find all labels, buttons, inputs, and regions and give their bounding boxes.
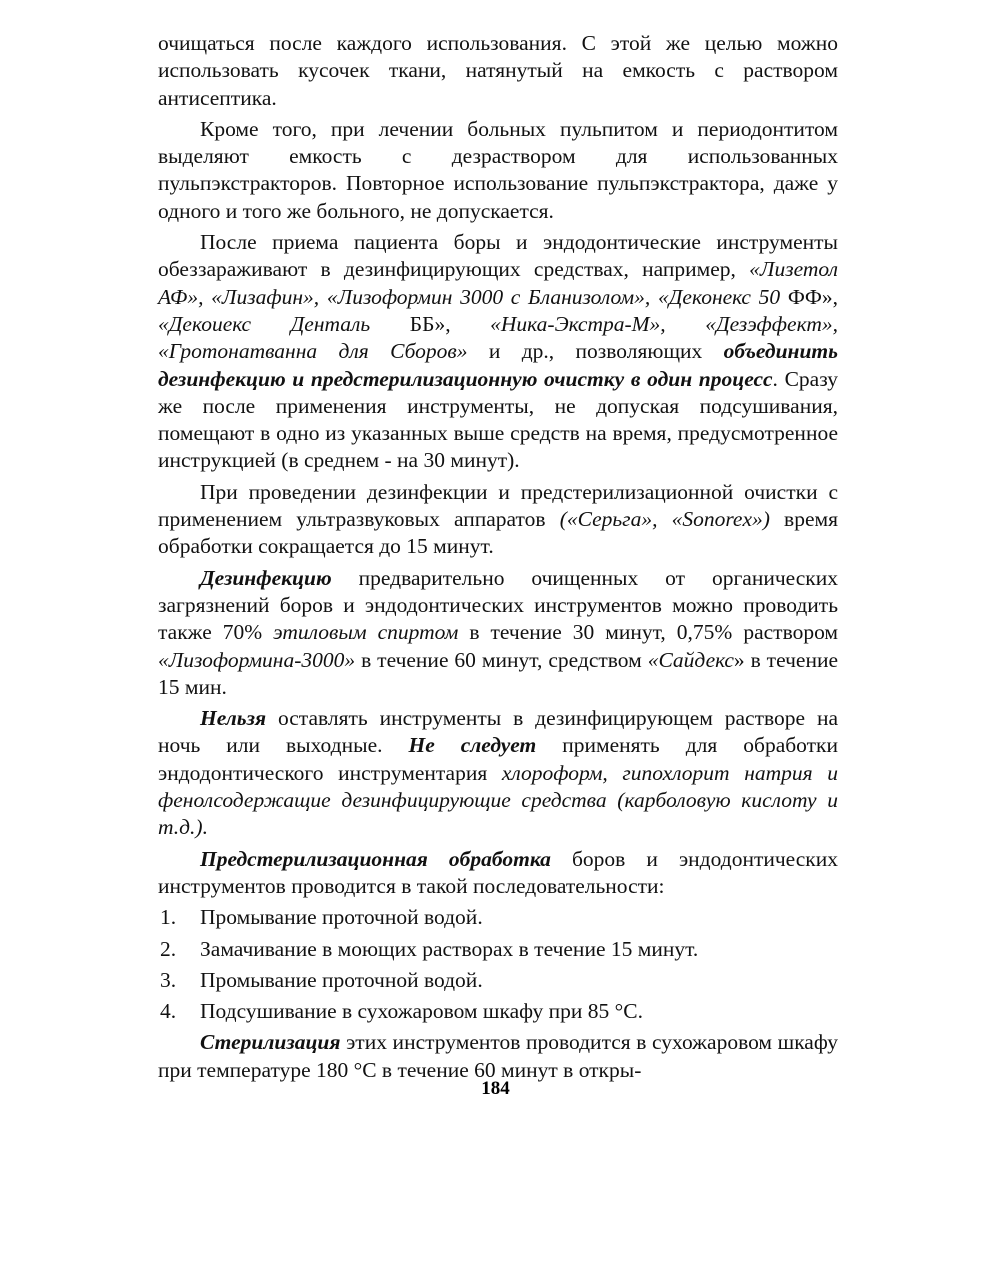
list-item-text: Промывание проточной водой. (200, 967, 483, 992)
emphasis-italic: «Сайдекс (647, 647, 734, 672)
emphasis-bold-italic: объединить дезинфекцию и предстерилизационную очистку в один процесс (158, 339, 838, 391)
emphasis-bold-italic: Стерилизация (200, 1030, 341, 1055)
text-run: применять для обработки эндодонтического инструментария (158, 733, 838, 785)
paragraph (158, 479, 838, 561)
list-item-number: 3. (160, 967, 177, 992)
text-run: время обработки сокращается до 15 минут. (158, 507, 838, 559)
emphasis-italic: этиловым спиртом (273, 620, 459, 645)
emphasis-bold-italic: Не следует (408, 733, 537, 758)
text-run: и др., позволяющих (467, 339, 724, 364)
text-run: этих инструментов проводится в сухожаровом шкафу при температуре 180 °С в течение 60 минут в откры- (158, 1030, 838, 1082)
paragraph (158, 30, 838, 112)
text-run: При проведении дезинфекции и предстерилизационной очистки с применением ультразвуковых аппаратов (158, 479, 838, 532)
paragraph (158, 565, 838, 701)
text-run: в течение 30 минут, 0,75% раствором (458, 620, 839, 645)
page-body (158, 30, 838, 1088)
text-run: Кроме того, при лечении больных пульпитом и периодонтитом выделяют емкость с дезраствором для использованных пульпэкстракторов. Повторное использование пульпэкстрактора, даже у одного и того же больного, не допускается. (158, 116, 838, 223)
text-run: ББ», (370, 311, 491, 336)
emphasis-italic: («Серьга», «Sonorex») (559, 507, 770, 532)
list-item-number: 4. (160, 999, 177, 1024)
paragraph (158, 705, 838, 841)
text-run: После приема пациента боры и эндодонтические инструменты обеззараживают в дезинфицирующих средствах, например, (158, 230, 838, 282)
text-run: ФФ», (780, 284, 838, 309)
list-item-text: Промывание проточной водой. (200, 905, 483, 930)
final-paragraph-container (158, 1029, 838, 1084)
page-number: 184 (481, 1078, 510, 1099)
emphasis-italic: «Декоиекс Денталь (158, 311, 371, 336)
emphasis-bold-italic: Предстерилизационная обработка (200, 846, 551, 871)
list-item-number: 1. (160, 905, 177, 930)
emphasis-italic: «Ника-Экстра-М», «Дезэффект», «Гротонатванна для Сборов» (158, 311, 838, 364)
text-run: очищаться после каждого использования. С этой же целью можно использовать кусочек ткани, натянутый на емкость с раствором антисептика. (158, 31, 838, 110)
emphasis-italic: «Лизоформина-3000» (158, 647, 356, 672)
emphasis-italic: хлороформ, гипохлорит натрия и фенолсодержащие дезинфицирующие средства (карболовую кислоту и т.д.). (158, 760, 838, 840)
text-run: оставлять инструменты в дезинфицирующем растворе на ночь или выходные. (158, 706, 838, 758)
text-run: предварительно очищенных от органических загрязнений боров и эндодонтических инструментов можно проводить также 70% (158, 565, 838, 645)
numbered-list (158, 904, 838, 1025)
text-run: в течение 60 минут, средством (355, 647, 648, 672)
text-run: . Сразу же после применения инструменты, не допуская подсушивания, помещают в одно из указанных выше средств на время, предусмотренное инструкцией (в среднем - на 30 минут). (158, 366, 838, 473)
emphasis-italic: «Лизетол АФ», «Лизафин», «Лизоформин 3000 с Бланизолом», «Деконекс 50 (158, 257, 838, 309)
paragraph (158, 846, 838, 901)
paragraph (158, 229, 838, 475)
list-item-text: Замачивание в моющих растворах в течение 15 минут. (200, 936, 699, 961)
list-item (158, 998, 838, 1025)
text-run: боров и эндодонтических инструментов проводится в такой последовательности: (158, 846, 838, 898)
list-item (158, 904, 838, 931)
list-item (158, 936, 838, 963)
list-item-text: Подсушивание в сухожаровом шкафу при 85 °С. (200, 999, 643, 1024)
text-run: » в течение 15 мин. (158, 647, 838, 699)
paragraph (158, 1029, 838, 1084)
list-item-number: 2. (160, 936, 177, 961)
paragraph (158, 116, 838, 225)
emphasis-bold-italic: Дезинфекцию (200, 565, 332, 590)
list-item (158, 967, 838, 994)
emphasis-bold-italic: Нельзя (200, 706, 267, 731)
paragraphs (158, 30, 838, 900)
